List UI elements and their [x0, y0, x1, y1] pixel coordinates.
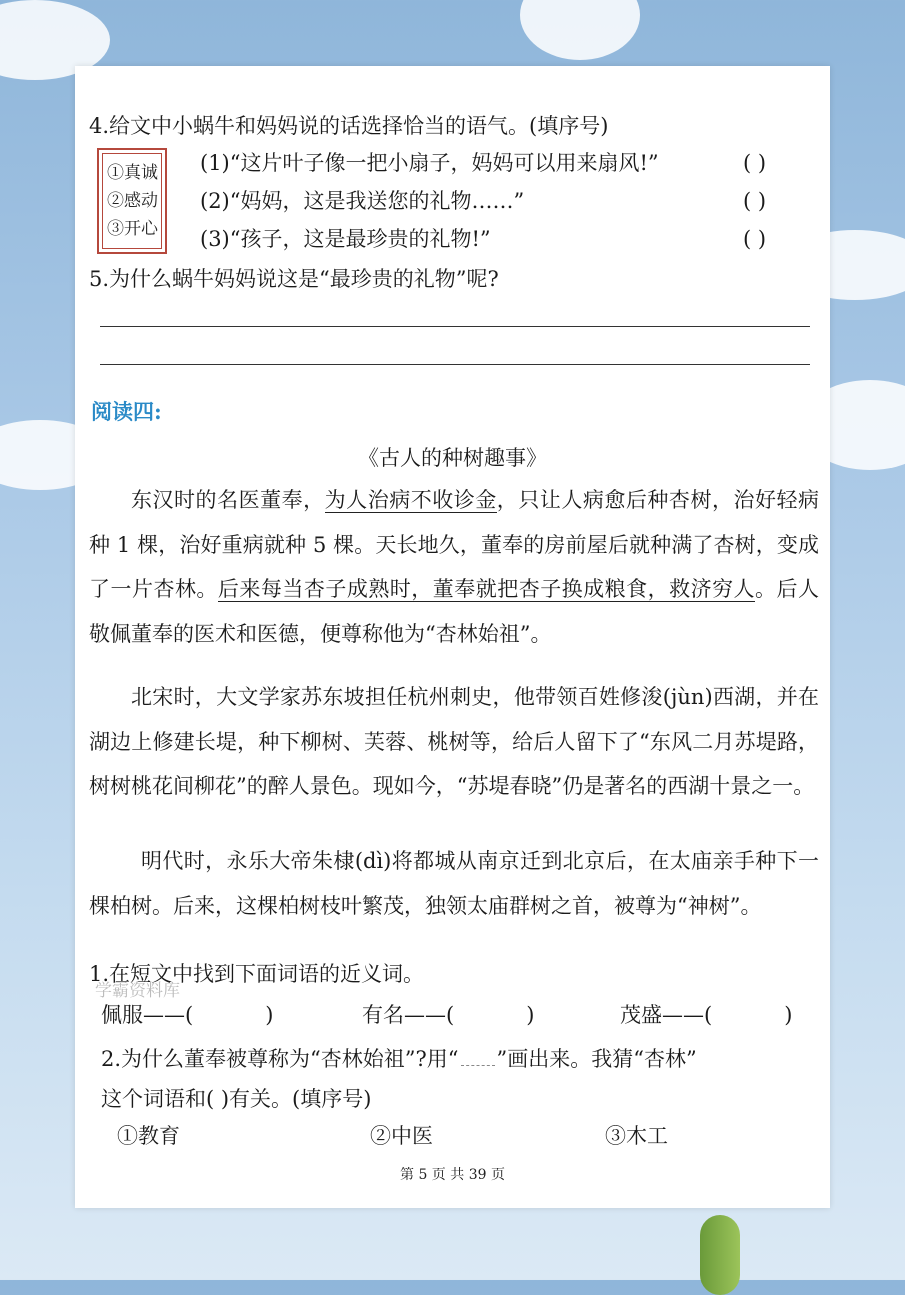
synonym-item-2: 有名——( )	[362, 1003, 535, 1027]
tone-choice-box	[97, 148, 167, 254]
flower-petal	[520, 0, 640, 60]
question-1-prompt: 1.在短文中找到下面词语的近义词。	[89, 962, 425, 986]
option-education: ①教育	[117, 1124, 180, 1148]
answer-blank-3[interactable]: ( )	[743, 227, 767, 251]
article-paragraph-3: 明代时，永乐大帝朱棣(dì)将都城从南京迁到北京后，在太庙亲手种下一棵柏树。后来，这棵柏树枝叶繁茂，独领太庙群树之首，被尊为“神树”。	[89, 849, 819, 918]
question-2-line-2: 这个词语和( )有关。(填序号)	[101, 1087, 372, 1111]
flower-stem	[700, 1215, 740, 1295]
underlined-phrase: 为人治病不收诊金	[324, 488, 497, 512]
synonym-item-3: 茂盛——( )	[620, 1003, 793, 1027]
question-5-prompt: 5.为什么蜗牛妈妈说这是“最珍贵的礼物”呢?	[89, 267, 499, 291]
synonym-item-1: 佩服——( )	[101, 1003, 274, 1027]
question-4-prompt: 4.给文中小蜗牛和妈妈说的话选择恰当的语气。(填序号)	[89, 114, 609, 138]
choice-moved: ②感动	[107, 191, 158, 211]
article-paragraph-2: 北宋时，大文学家苏东坡担任杭州刺史，他带领百姓修浚(jùn)西湖，并在湖边上修建长堤，种下柳树、芙蓉、桃树等，给后人留下了“东风二月苏堤路，树树桃花间柳花”的醉人景色。现如今，“苏堤春晓”仍是著名的西湖十景之一。	[89, 685, 819, 798]
question-4-item-3: (3)“孩子，这是最珍贵的礼物!”	[200, 227, 491, 251]
choice-sincere: ①真诚	[107, 163, 158, 183]
page-footer: 第 5 页 共 39 页	[400, 1167, 505, 1183]
question-4-item-2: (2)“妈妈，这是我送您的礼物……”	[200, 189, 525, 213]
question-4-item-1: (1)“这片叶子像一把小扇子，妈妈可以用来扇风!”	[200, 151, 659, 175]
answer-blank-2[interactable]: ( )	[743, 189, 767, 213]
section-title: 阅读四:	[91, 399, 162, 424]
answer-line[interactable]	[100, 364, 810, 365]
article-paragraph-1: 东汉时的名医董奉，为人治病不收诊金，只让人病愈后种杏树，治好轻病种 1 棵，治好重病就种 5 棵。天长地久，董奉的房前屋后就种满了杏树，变成了一片杏林。后来每当杏子成熟时，董奉就把杏子换成粮食，救济穷人。后人敬佩董奉的医术和医德，便尊称他为“杏林始祖”。	[89, 488, 820, 646]
option-chinese-medicine: ②中医	[370, 1124, 433, 1148]
choice-happy: ③开心	[107, 219, 158, 239]
option-carpentry: ③木工	[605, 1124, 668, 1148]
answer-blank-1[interactable]: ( )	[743, 151, 767, 175]
answer-line[interactable]	[100, 326, 810, 327]
article-title: 《古人的种树趣事》	[358, 446, 547, 470]
wavy-line-mark	[461, 1065, 495, 1066]
question-2-prompt: 2.为什么董奉被尊称为“杏林始祖”?用“ ”画出来。我猜“杏林”	[101, 1047, 697, 1071]
watermark: 学霸资料库	[95, 981, 180, 1001]
worksheet-page	[75, 66, 830, 1208]
underlined-phrase: 后来每当杏子成熟时，董奉就把杏子换成粮食，救济穷人	[217, 577, 756, 601]
